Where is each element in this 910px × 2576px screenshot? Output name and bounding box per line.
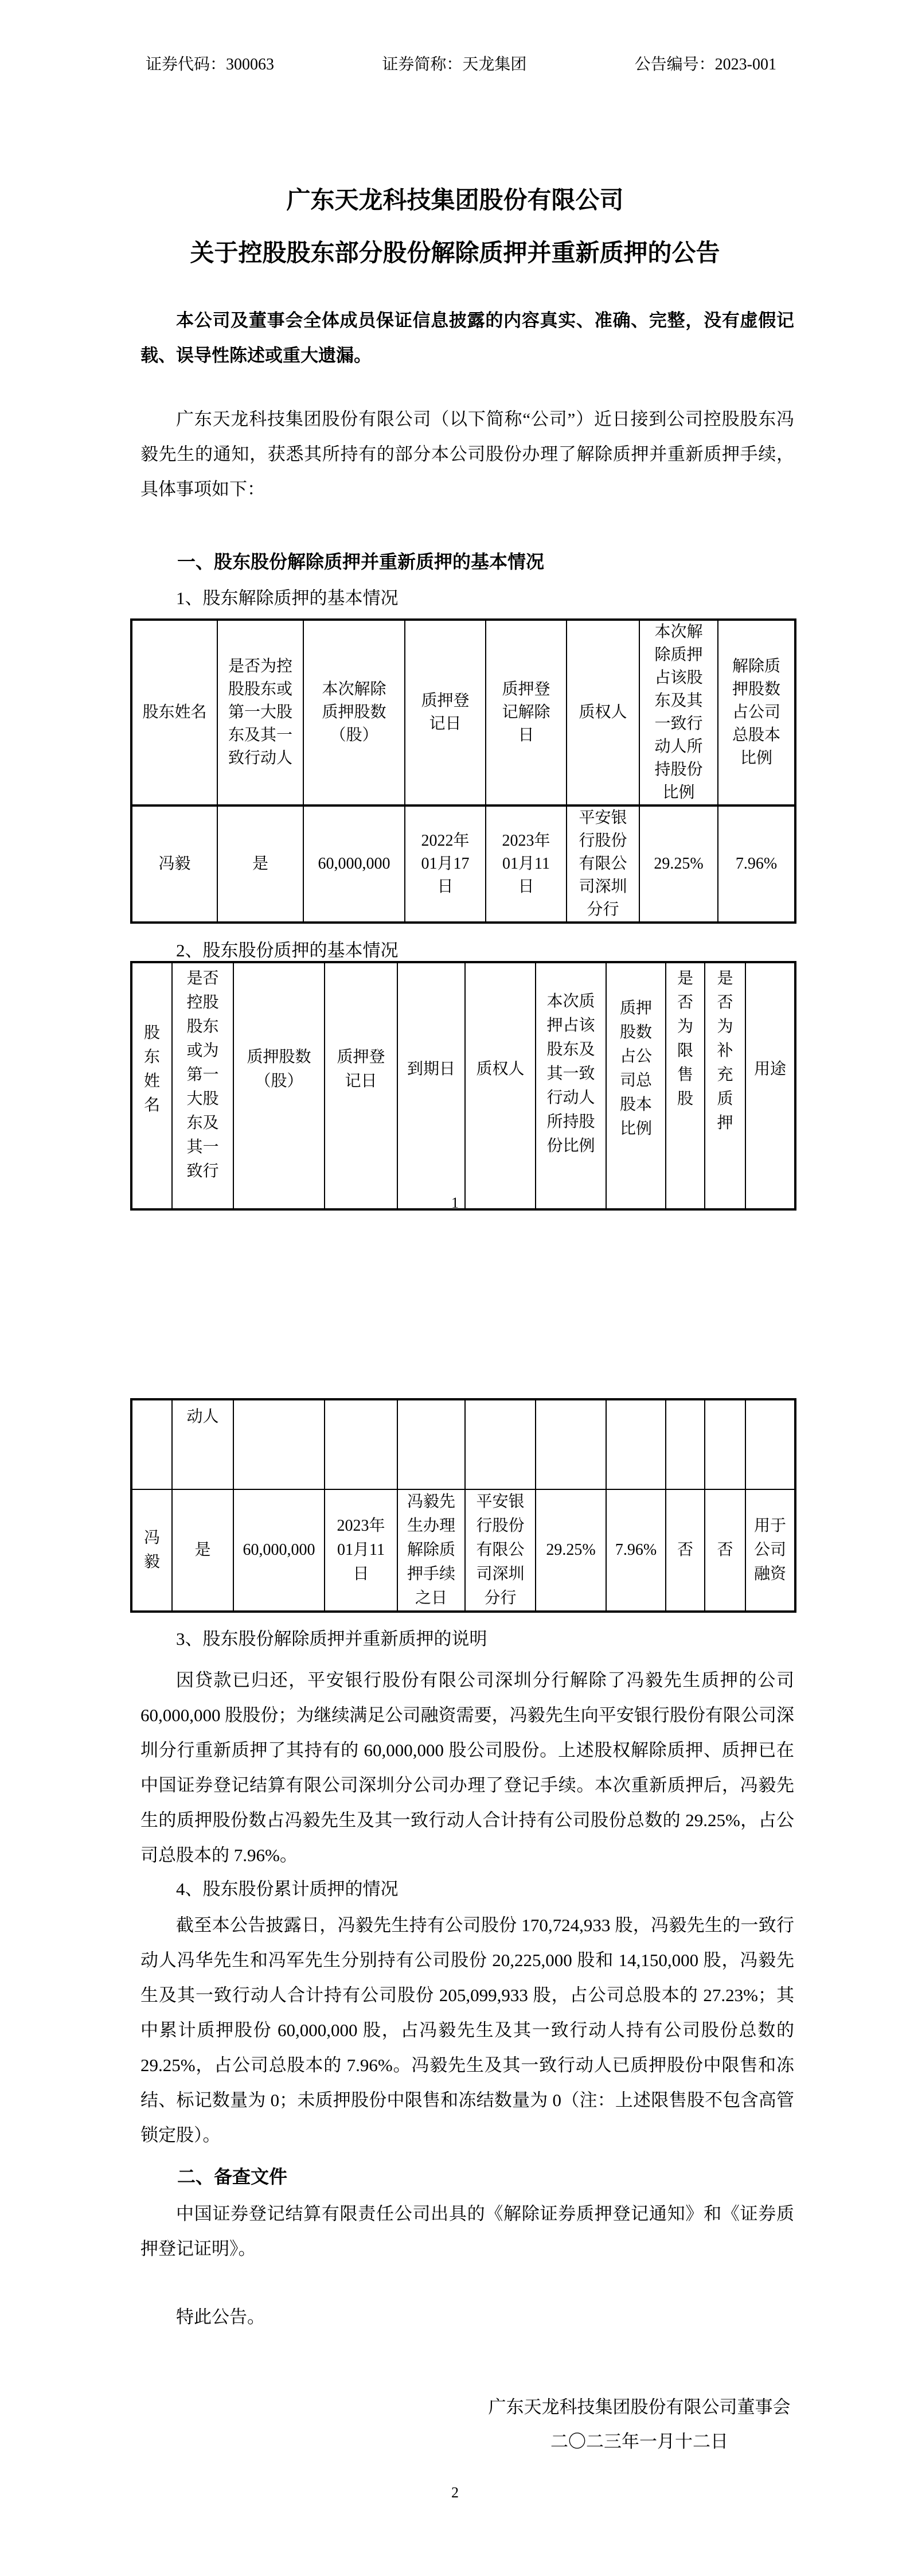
t2-header-pledgee-text: 质权人: [476, 1060, 525, 1078]
t2-cont-empty: [131, 1399, 172, 1489]
t1-cell-pledge-date: 2022年01月17日: [405, 806, 486, 923]
intro-paragraph: 广东天龙科技集团股份有限公司（以下简称“公司”）近日接到公司控股股东冯毅先生的通知，获悉其所持有的部分本公司股份办理了解除质押并重新质押手续，具体事项如下：: [140, 409, 794, 499]
t1-header-pct-of-holdings: 本次解除质押占该股东及其一致行动人所持股份比例: [639, 620, 718, 806]
cumulative-pledge-paragraph: 截至本公告披露日，冯毅先生持有公司股份 170,724,933 股，冯毅先生的一致行动人冯华先生和冯军先生分别持有公司股份 20,225,000 股和 14,150,000 股，冯毅先生及其一致行动人合计持有公司股份 205,099,933 股，占公司总股本的 27.23%；其中累计质押股份 60,000,000 股，占冯毅先生及其一致行动人持有公司股份总数的 29.25%，占公司总股本的 7.96%。冯毅先生及其一致行动人已质押股份中限售和冻结、标记数量为 0；未质押股份中限售和冻结数量为 0（注：上述限售股不包含高管锁定股）。: [140, 1915, 794, 2145]
t1-header-is-controlling: 是否为控股股东或第一大股东及其一致行动人: [217, 620, 303, 806]
table-header-continuation-row: [131, 1399, 795, 1489]
t2-header-pct-of-capital-text: 质押股数占公司总股本比例: [619, 999, 652, 1138]
t2-cont-empty: [705, 1399, 745, 1489]
t2-cell-pledgee: 平安银行股份有限公司深圳分行: [465, 1489, 536, 1612]
t2-cell-restricted: 否: [666, 1489, 705, 1612]
t2-cont-empty: [233, 1399, 325, 1489]
t2-header-is-controlling-continuation: 动人: [172, 1399, 233, 1489]
stock-abbreviation: 证券简称：天龙集团: [382, 56, 527, 73]
t2-header-supplementary-text: 是否为补充质押: [717, 970, 733, 1132]
t2-header-is-controlling-text: 是否控股股东或为第一大股东及其一致行: [186, 970, 219, 1178]
t2-cont-empty: [325, 1399, 397, 1489]
section-1-heading: 一、股东股份解除质押并重新质押的基本情况: [177, 551, 545, 572]
sub-2-heading: 2、股东股份质押的基本情况: [176, 940, 399, 960]
t1-cell-pct-of-holdings: 29.25%: [639, 806, 718, 923]
page-number-1: 1: [451, 1194, 459, 1211]
t2-header-shareholder-text: 股东姓名: [143, 1024, 160, 1114]
t2-cell-pledged-shares: 60,000,000: [233, 1489, 325, 1612]
t2-header-expiry-date: [397, 962, 465, 1209]
t2-header-pledge-date: [325, 962, 397, 1209]
t2-header-purpose: [745, 962, 795, 1209]
reference-documents-paragraph: 中国证券登记结算有限责任公司出具的《解除证券质押登记通知》和《证券质押登记证明》。: [140, 2204, 794, 2259]
t1-cell-is-controlling: 是: [217, 806, 303, 923]
t2-cell-pct-of-capital: 7.96%: [606, 1489, 666, 1612]
t2-cell-supplementary: 否: [705, 1489, 745, 1612]
table-row: [131, 806, 795, 923]
table-row: [131, 1489, 795, 1612]
release-pledge-table: [130, 618, 796, 924]
t2-header-pct-of-holdings-text: 本次质押占该股东及其一致行动人所持股份比例: [546, 993, 595, 1155]
board-declaration: 本公司及董事会全体成员保证信息披露的内容真实、准确、完整，没有虚假记载、误导性陈述或重大遗漏。: [140, 310, 794, 365]
stock-code: 证券代码：300063: [146, 56, 275, 73]
t1-header-pledge-date: 质押登记日: [405, 620, 486, 806]
document-meta-line: [146, 52, 776, 75]
t1-cell-released-shares: 60,000,000: [303, 806, 405, 923]
t2-header-pledgee: [465, 962, 536, 1209]
t1-header-released-shares: 本次解除质押股数（股）: [303, 620, 405, 806]
t2-cont-empty: [666, 1399, 705, 1489]
t2-cell-shareholder: 冯毅: [131, 1489, 172, 1612]
page-number-2: 2: [451, 2484, 459, 2501]
signature-block: [485, 2390, 794, 2459]
company-title: 广东天龙科技集团股份有限公司: [286, 188, 624, 214]
explanation-paragraph: 因贷款已归还，平安银行股份有限公司深圳分行解除了冯毅先生质押的公司 60,000,000 股股份；为继续满足公司融资需要，冯毅先生向平安银行股份有限公司深圳分行重新质押了其持有的 60,000,000 股公司股份。上述股权解除质押、质押已在中国证券登记结算有限公司深圳分公司办理了登记手续。本次重新质押后，冯毅先生的质押股份数占冯毅先生及其一致行动人合计持有公司股份总数的 29.25%，占公司总股本的 7.96%。: [140, 1670, 794, 1865]
t2-header-restricted-text: 是否为限售股: [677, 970, 693, 1108]
t1-header-pledgee: 质权人: [567, 620, 639, 806]
t2-cont-empty: [606, 1399, 666, 1489]
t2-header-is-controlling: [172, 962, 233, 1209]
t1-cell-pct-of-capital: 7.96%: [718, 806, 795, 923]
t2-header-expiry-date-text: 到期日: [407, 1060, 455, 1078]
section-2-heading: 二、备查文件: [177, 2166, 288, 2187]
t2-cont-empty: [745, 1399, 795, 1489]
t2-cont-empty: [536, 1399, 606, 1489]
t2-cell-pledge-date: 2023年01月11日: [325, 1489, 397, 1612]
signature-company: 广东天龙科技集团股份有限公司董事会: [488, 2397, 791, 2417]
t2-header-purpose-text: 用途: [753, 1060, 786, 1078]
t2-header-restricted: [666, 962, 705, 1209]
sub-4-heading: 4、股东股份累计质押的情况: [176, 1879, 399, 1899]
t2-cell-purpose: 用于公司融资: [745, 1489, 795, 1612]
t2-cell-pct-of-holdings: 29.25%: [536, 1489, 606, 1612]
t2-cont-empty: [397, 1399, 465, 1489]
t2-header-pledged-shares: [233, 962, 325, 1209]
pledge-table-page1-fragment: [130, 961, 796, 1211]
t2-header-pledge-date-text: 质押登记日: [337, 1048, 385, 1090]
sub-1-heading: 1、股东解除质押的基本情况: [176, 588, 399, 608]
t1-header-release-date: 质押登记解除日: [486, 620, 567, 806]
closing-statement: 特此公告。: [176, 2307, 265, 2327]
table-header-row: [131, 962, 795, 1209]
table-header-row: [131, 620, 795, 806]
t1-cell-shareholder: 冯毅: [131, 806, 217, 923]
t2-cell-is-controlling: 是: [172, 1489, 233, 1612]
t2-cell-expiry-date: 冯毅先生办理解除质押手续之日: [397, 1489, 465, 1612]
t1-header-pct-of-capital: 解除质押股数占公司总股本比例: [718, 620, 795, 806]
announcement-title: 关于控股股东部分股份解除质押并重新质押的公告: [190, 240, 720, 267]
t1-header-shareholder: 股东姓名: [131, 620, 217, 806]
t2-header-pct-of-capital: [606, 962, 666, 1209]
t2-header-shareholder: [131, 962, 172, 1209]
t2-header-pledged-shares-text: 质押股数（股）: [247, 1048, 311, 1090]
announcement-number: 公告编号：2023-001: [634, 56, 776, 73]
t2-header-supplementary: [705, 962, 745, 1209]
t1-cell-release-date: 2023年01月11日: [486, 806, 567, 923]
t2-header-pct-of-holdings: [536, 962, 606, 1209]
signature-date: 二〇二三年一月十二日: [550, 2431, 728, 2452]
t2-cont-empty: [465, 1399, 536, 1489]
pledge-table-page2-fragment: [130, 1398, 796, 1613]
t1-cell-pledgee: 平安银行股份有限公司深圳分行: [567, 806, 639, 923]
sub-3-heading: 3、股东股份解除质押并重新质押的说明: [176, 1629, 487, 1649]
